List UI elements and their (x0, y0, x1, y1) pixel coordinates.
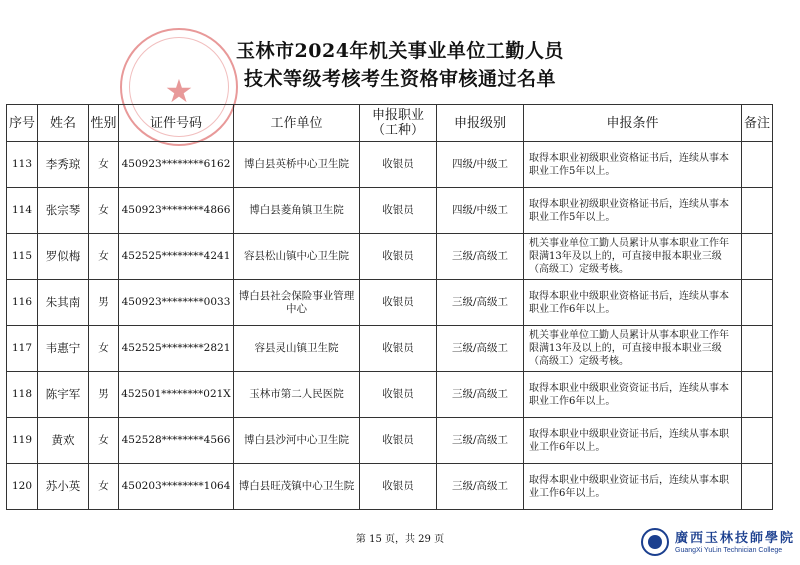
college-logo (641, 525, 796, 561)
cell-condition: 取得本职业初级职业资格证书后，连续从事本职业工作5年以上。 (524, 188, 742, 234)
cell-job: 收银员 (360, 326, 437, 372)
header-gender: 性别 (89, 105, 119, 142)
cell-id: 452501********021X (119, 372, 234, 418)
cell-gender: 女 (89, 188, 119, 234)
cell-job: 收银员 (360, 142, 437, 188)
document-title-line1: 玉林市2024年机关事业单位工勤人员 (236, 40, 564, 62)
header-name: 姓名 (38, 105, 89, 142)
page-number: 第 15 页，共 29 页 (355, 534, 445, 545)
table-row (7, 280, 773, 326)
college-emblem-icon (641, 528, 669, 556)
cell-condition: 取得本职业中级职业资格证书后，连续从事本职业工作6年以上。 (524, 280, 742, 326)
cell-level: 三级/高级工 (437, 418, 524, 464)
cell-unit: 博白县沙河中心卫生院 (234, 418, 360, 464)
cell-remark (742, 142, 773, 188)
cell-unit: 博白县英桥中心卫生院 (234, 142, 360, 188)
cell-name: 陈宇军 (38, 372, 89, 418)
cell-name: 韦惠宁 (38, 326, 89, 372)
header-id: 证件号码 (119, 105, 234, 142)
cell-gender: 女 (89, 464, 119, 510)
cell-level: 三级/高级工 (437, 234, 524, 280)
seal-star-icon: ★ (164, 72, 194, 110)
table-header-row (7, 105, 773, 142)
header-seq: 序号 (7, 105, 38, 142)
cell-level: 三级/高级工 (437, 280, 524, 326)
cell-remark (742, 418, 773, 464)
cell-gender: 女 (89, 142, 119, 188)
cell-remark (742, 372, 773, 418)
cell-gender: 男 (89, 280, 119, 326)
cell-job: 收银员 (360, 188, 437, 234)
cell-condition: 取得本职业初级职业资格证书后，连续从事本职业工作5年以上。 (524, 142, 742, 188)
table-row (7, 188, 773, 234)
cell-job: 收银员 (360, 372, 437, 418)
cell-gender: 男 (89, 372, 119, 418)
cell-unit: 博白县旺茂镇中心卫生院 (234, 464, 360, 510)
cell-gender: 女 (89, 418, 119, 464)
cell-seq: 116 (7, 280, 38, 326)
table-row (7, 372, 773, 418)
cell-condition: 机关事业单位工勤人员累计从事本职业工作年限满13年及以上的，可直接申报本职业三级（高级工）定级考核。 (524, 234, 742, 280)
cell-level: 三级/高级工 (437, 326, 524, 372)
cell-job: 收银员 (360, 280, 437, 326)
cell-level: 三级/高级工 (437, 372, 524, 418)
cell-remark (742, 188, 773, 234)
cell-condition: 取得本职业中级职业资证书后，连续从事本职业工作6年以上。 (524, 418, 742, 464)
college-name-en: GuangXi YuLin Technician College (675, 547, 783, 554)
cell-seq: 119 (7, 418, 38, 464)
cell-seq: 120 (7, 464, 38, 510)
cell-name: 黄欢 (38, 418, 89, 464)
cell-unit: 玉林市第二人民医院 (234, 372, 360, 418)
cell-job: 收银员 (360, 464, 437, 510)
header-unit: 工作单位 (234, 105, 360, 142)
cell-id: 450923********0033 (119, 280, 234, 326)
cell-name: 罗似梅 (38, 234, 89, 280)
cell-seq: 114 (7, 188, 38, 234)
header-job: 申报职业 （工种） (360, 105, 437, 142)
cell-id: 452525********4241 (119, 234, 234, 280)
cell-remark (742, 326, 773, 372)
table-row (7, 234, 773, 280)
table-row (7, 464, 773, 510)
cell-id: 452528********4566 (119, 418, 234, 464)
document-title-line2: 技术等级考核考生资格审核通过名单 (243, 68, 556, 90)
header-level: 申报级别 (437, 105, 524, 142)
cell-seq: 115 (7, 234, 38, 280)
cell-job: 收银员 (360, 234, 437, 280)
cell-condition: 取得本职业中级职业资证书后，连续从事本职业工作6年以上。 (524, 464, 742, 510)
table-row (7, 418, 773, 464)
cell-name: 苏小英 (38, 464, 89, 510)
cell-id: 450923********6162 (119, 142, 234, 188)
cell-remark (742, 234, 773, 280)
table-row (7, 326, 773, 372)
cell-level: 三级/高级工 (437, 464, 524, 510)
cell-name: 朱其南 (38, 280, 89, 326)
cell-gender: 女 (89, 234, 119, 280)
cell-condition: 机关事业单位工勤人员累计从事本职业工作年限满13年及以上的，可直接申报本职业三级（高级工）定级考核。 (524, 326, 742, 372)
cell-level: 四级/中级工 (437, 188, 524, 234)
college-name-cn: 廣西玉林技師學院 (675, 531, 796, 546)
table-row (7, 142, 773, 188)
cell-unit: 博白县社会保险事业管理中心 (234, 280, 360, 326)
cell-id: 450923********4866 (119, 188, 234, 234)
cell-level: 四级/中级工 (437, 142, 524, 188)
cell-unit: 容县灵山镇卫生院 (234, 326, 360, 372)
cell-unit: 博白县菱角镇卫生院 (234, 188, 360, 234)
cell-seq: 118 (7, 372, 38, 418)
cell-id: 452525********2821 (119, 326, 234, 372)
cell-unit: 容县松山镇中心卫生院 (234, 234, 360, 280)
cell-gender: 女 (89, 326, 119, 372)
header-condition: 申报条件 (524, 105, 742, 142)
cell-seq: 117 (7, 326, 38, 372)
header-remark: 备注 (742, 105, 773, 142)
cell-remark (742, 280, 773, 326)
cell-id: 450203********1064 (119, 464, 234, 510)
cell-name: 李秀琼 (38, 142, 89, 188)
cell-condition: 取得本职业中级职业资资证书后，连续从事本职业工作6年以上。 (524, 372, 742, 418)
cell-name: 张宗琴 (38, 188, 89, 234)
cell-job: 收银员 (360, 418, 437, 464)
cell-seq: 113 (7, 142, 38, 188)
qualification-table (6, 104, 773, 510)
cell-remark (742, 464, 773, 510)
